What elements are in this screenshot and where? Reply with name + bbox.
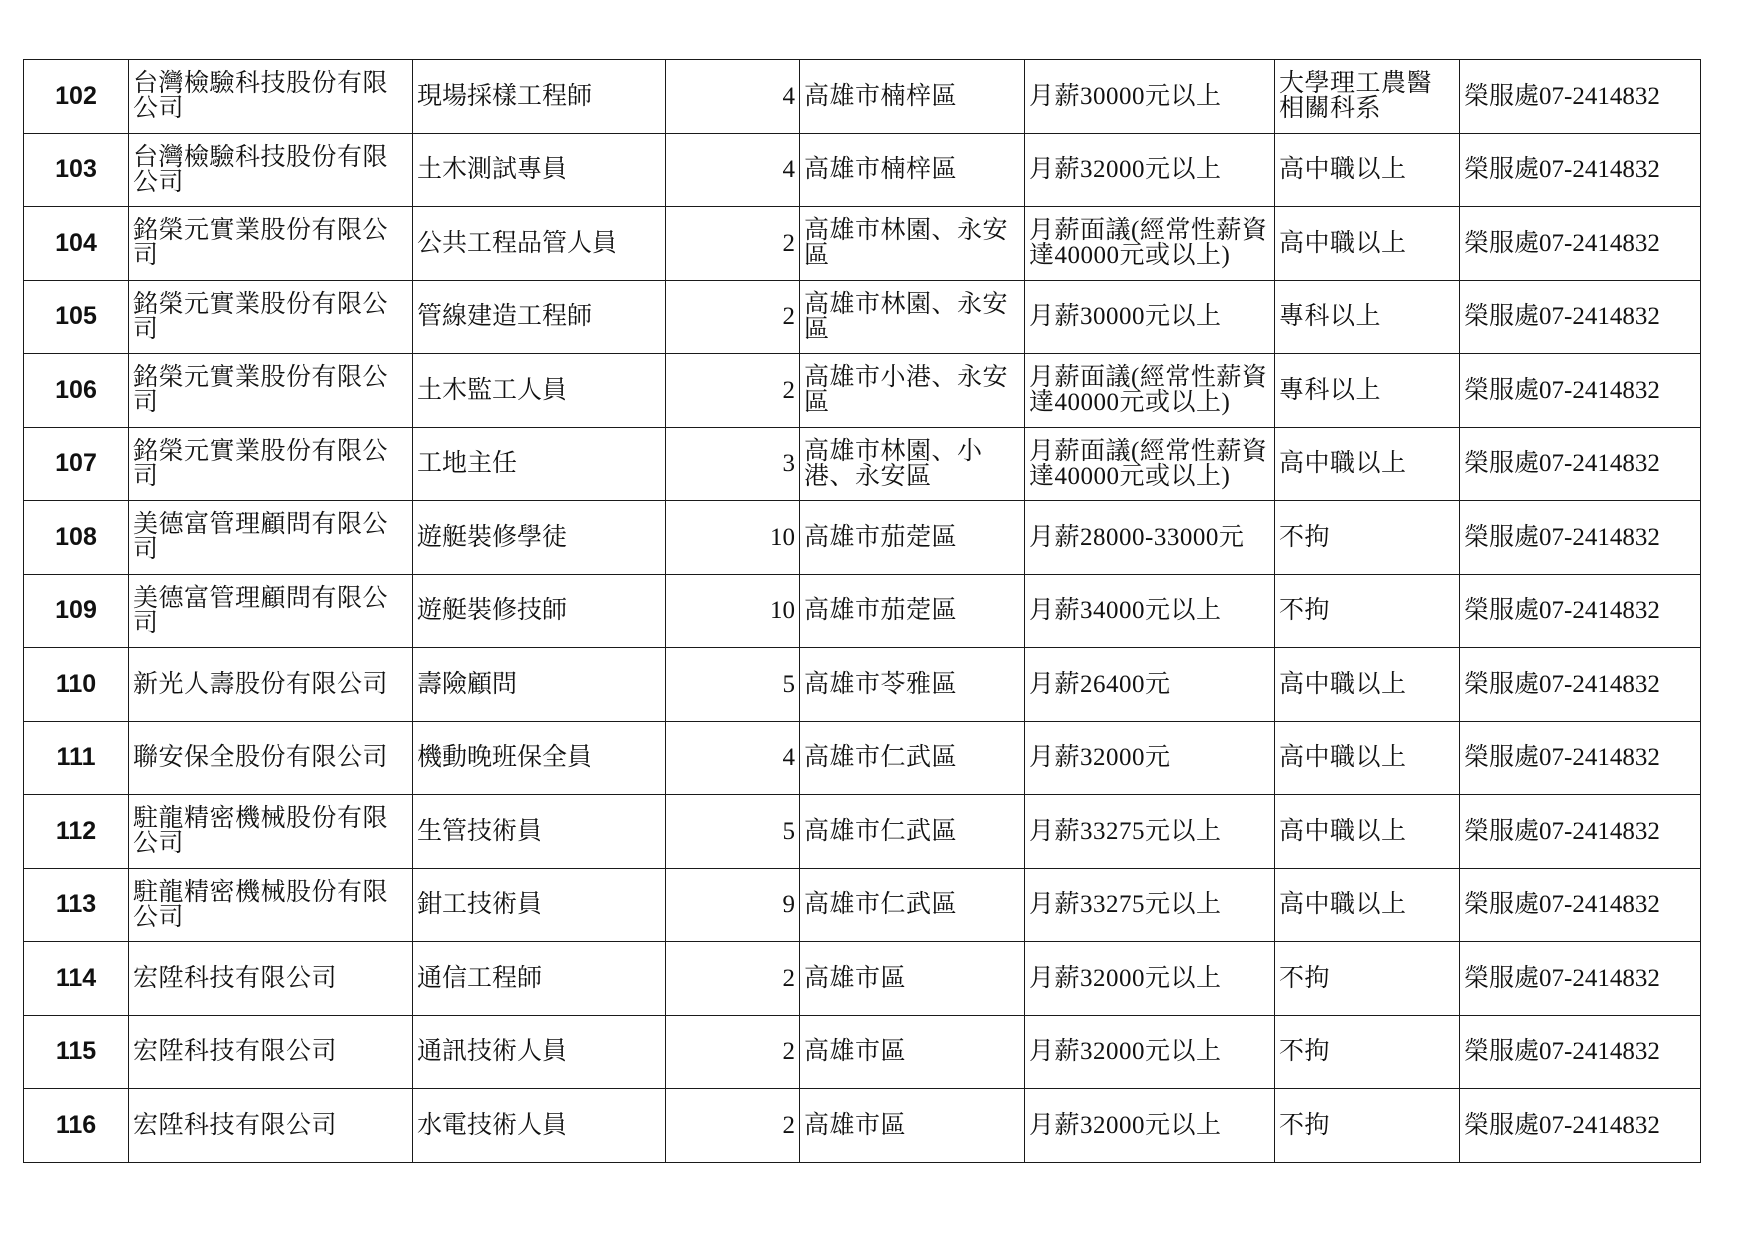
cell-openings: 2 <box>666 280 800 354</box>
cell-education: 高中職以上 <box>1275 207 1460 281</box>
cell-contact: 榮服處07-2414832 <box>1460 868 1701 942</box>
cell-company: 聯安保全股份有限公司 <box>129 721 413 795</box>
cell-location: 高雄市楠梓區 <box>800 133 1025 207</box>
cell-education: 高中職以上 <box>1275 721 1460 795</box>
cell-salary: 月薪33275元以上 <box>1025 868 1275 942</box>
cell-number: 103 <box>24 133 129 207</box>
cell-salary: 月薪28000-33000元 <box>1025 501 1275 575</box>
cell-salary: 月薪面議(經常性薪資達40000元或以上) <box>1025 427 1275 501</box>
cell-contact: 榮服處07-2414832 <box>1460 501 1701 575</box>
cell-contact: 榮服處07-2414832 <box>1460 1015 1701 1089</box>
table-row <box>24 721 1701 795</box>
cell-openings: 2 <box>666 1089 800 1163</box>
cell-position: 管線建造工程師 <box>413 280 666 354</box>
cell-company: 宏陞科技有限公司 <box>129 1089 413 1163</box>
table-row <box>24 574 1701 648</box>
cell-company: 銘榮元實業股份有限公司 <box>129 280 413 354</box>
cell-company: 美德富管理顧問有限公司 <box>129 501 413 575</box>
cell-salary: 月薪32000元 <box>1025 721 1275 795</box>
cell-company: 台灣檢驗科技股份有限公司 <box>129 133 413 207</box>
cell-position: 土木監工人員 <box>413 354 666 428</box>
cell-contact: 榮服處07-2414832 <box>1460 60 1701 134</box>
cell-contact: 榮服處07-2414832 <box>1460 280 1701 354</box>
cell-contact: 榮服處07-2414832 <box>1460 721 1701 795</box>
cell-openings: 4 <box>666 133 800 207</box>
cell-location: 高雄市區 <box>800 1015 1025 1089</box>
cell-position: 水電技術人員 <box>413 1089 666 1163</box>
cell-openings: 10 <box>666 574 800 648</box>
cell-openings: 4 <box>666 721 800 795</box>
cell-education: 高中職以上 <box>1275 133 1460 207</box>
cell-number: 113 <box>24 868 129 942</box>
cell-education: 不拘 <box>1275 1015 1460 1089</box>
cell-location: 高雄市區 <box>800 942 1025 1016</box>
cell-salary: 月薪32000元以上 <box>1025 1015 1275 1089</box>
cell-education: 專科以上 <box>1275 354 1460 428</box>
cell-education: 高中職以上 <box>1275 868 1460 942</box>
cell-openings: 2 <box>666 1015 800 1089</box>
cell-number: 112 <box>24 795 129 869</box>
cell-education: 不拘 <box>1275 1089 1460 1163</box>
cell-number: 109 <box>24 574 129 648</box>
cell-location: 高雄市仁武區 <box>800 721 1025 795</box>
table-row <box>24 648 1701 722</box>
cell-salary: 月薪面議(經常性薪資達40000元或以上) <box>1025 207 1275 281</box>
cell-position: 機動晚班保全員 <box>413 721 666 795</box>
cell-position: 通信工程師 <box>413 942 666 1016</box>
cell-company: 新光人壽股份有限公司 <box>129 648 413 722</box>
cell-openings: 2 <box>666 354 800 428</box>
cell-number: 106 <box>24 354 129 428</box>
cell-number: 108 <box>24 501 129 575</box>
cell-salary: 月薪面議(經常性薪資達40000元或以上) <box>1025 354 1275 428</box>
cell-company: 美德富管理顧問有限公司 <box>129 574 413 648</box>
cell-contact: 榮服處07-2414832 <box>1460 942 1701 1016</box>
cell-contact: 榮服處07-2414832 <box>1460 133 1701 207</box>
cell-location: 高雄市茄萣區 <box>800 501 1025 575</box>
cell-salary: 月薪30000元以上 <box>1025 280 1275 354</box>
cell-location: 高雄市林園、永安區 <box>800 280 1025 354</box>
cell-company: 銘榮元實業股份有限公司 <box>129 427 413 501</box>
cell-position: 鉗工技術員 <box>413 868 666 942</box>
cell-contact: 榮服處07-2414832 <box>1460 354 1701 428</box>
job-table-body <box>24 60 1701 1163</box>
table-row <box>24 942 1701 1016</box>
cell-education: 高中職以上 <box>1275 427 1460 501</box>
table-row <box>24 60 1701 134</box>
cell-salary: 月薪34000元以上 <box>1025 574 1275 648</box>
table-row <box>24 207 1701 281</box>
cell-number: 105 <box>24 280 129 354</box>
cell-openings: 5 <box>666 648 800 722</box>
cell-number: 115 <box>24 1015 129 1089</box>
job-listing-sheet <box>23 59 1701 1163</box>
cell-education: 高中職以上 <box>1275 648 1460 722</box>
cell-location: 高雄市林園、小港、永安區 <box>800 427 1025 501</box>
cell-contact: 榮服處07-2414832 <box>1460 427 1701 501</box>
cell-location: 高雄市茄萣區 <box>800 574 1025 648</box>
cell-position: 生管技術員 <box>413 795 666 869</box>
cell-openings: 3 <box>666 427 800 501</box>
cell-education: 不拘 <box>1275 574 1460 648</box>
cell-contact: 榮服處07-2414832 <box>1460 1089 1701 1163</box>
table-row <box>24 868 1701 942</box>
table-row <box>24 501 1701 575</box>
cell-number: 102 <box>24 60 129 134</box>
cell-number: 111 <box>24 721 129 795</box>
cell-number: 110 <box>24 648 129 722</box>
cell-company: 駐龍精密機械股份有限公司 <box>129 795 413 869</box>
cell-company: 駐龍精密機械股份有限公司 <box>129 868 413 942</box>
table-row <box>24 354 1701 428</box>
cell-contact: 榮服處07-2414832 <box>1460 207 1701 281</box>
cell-openings: 9 <box>666 868 800 942</box>
cell-position: 遊艇裝修學徒 <box>413 501 666 575</box>
cell-openings: 2 <box>666 207 800 281</box>
table-row <box>24 133 1701 207</box>
cell-salary: 月薪30000元以上 <box>1025 60 1275 134</box>
cell-location: 高雄市仁武區 <box>800 868 1025 942</box>
cell-salary: 月薪33275元以上 <box>1025 795 1275 869</box>
cell-salary: 月薪32000元以上 <box>1025 942 1275 1016</box>
cell-position: 通訊技術人員 <box>413 1015 666 1089</box>
cell-company: 銘榮元實業股份有限公司 <box>129 354 413 428</box>
cell-number: 104 <box>24 207 129 281</box>
cell-openings: 2 <box>666 942 800 1016</box>
cell-company: 宏陞科技有限公司 <box>129 1015 413 1089</box>
cell-contact: 榮服處07-2414832 <box>1460 574 1701 648</box>
cell-position: 遊艇裝修技師 <box>413 574 666 648</box>
cell-location: 高雄市仁武區 <box>800 795 1025 869</box>
cell-openings: 5 <box>666 795 800 869</box>
cell-education: 高中職以上 <box>1275 795 1460 869</box>
table-row <box>24 427 1701 501</box>
cell-openings: 10 <box>666 501 800 575</box>
cell-number: 114 <box>24 942 129 1016</box>
table-row <box>24 795 1701 869</box>
cell-position: 壽險顧問 <box>413 648 666 722</box>
cell-salary: 月薪32000元以上 <box>1025 1089 1275 1163</box>
cell-company: 銘榮元實業股份有限公司 <box>129 207 413 281</box>
cell-contact: 榮服處07-2414832 <box>1460 648 1701 722</box>
cell-company: 宏陞科技有限公司 <box>129 942 413 1016</box>
cell-education: 大學理工農醫相關科系 <box>1275 60 1460 134</box>
cell-position: 工地主任 <box>413 427 666 501</box>
table-row <box>24 280 1701 354</box>
cell-company: 台灣檢驗科技股份有限公司 <box>129 60 413 134</box>
cell-location: 高雄市林園、永安區 <box>800 207 1025 281</box>
cell-location: 高雄市苓雅區 <box>800 648 1025 722</box>
cell-education: 不拘 <box>1275 501 1460 575</box>
table-row <box>24 1089 1701 1163</box>
cell-position: 土木測試專員 <box>413 133 666 207</box>
cell-contact: 榮服處07-2414832 <box>1460 795 1701 869</box>
cell-openings: 4 <box>666 60 800 134</box>
cell-location: 高雄市楠梓區 <box>800 60 1025 134</box>
table-row <box>24 1015 1701 1089</box>
job-listing-table <box>23 59 1701 1163</box>
cell-location: 高雄市小港、永安區 <box>800 354 1025 428</box>
cell-salary: 月薪32000元以上 <box>1025 133 1275 207</box>
cell-position: 公共工程品管人員 <box>413 207 666 281</box>
cell-education: 專科以上 <box>1275 280 1460 354</box>
cell-salary: 月薪26400元 <box>1025 648 1275 722</box>
cell-number: 107 <box>24 427 129 501</box>
cell-education: 不拘 <box>1275 942 1460 1016</box>
cell-number: 116 <box>24 1089 129 1163</box>
cell-location: 高雄市區 <box>800 1089 1025 1163</box>
cell-position: 現場採樣工程師 <box>413 60 666 134</box>
